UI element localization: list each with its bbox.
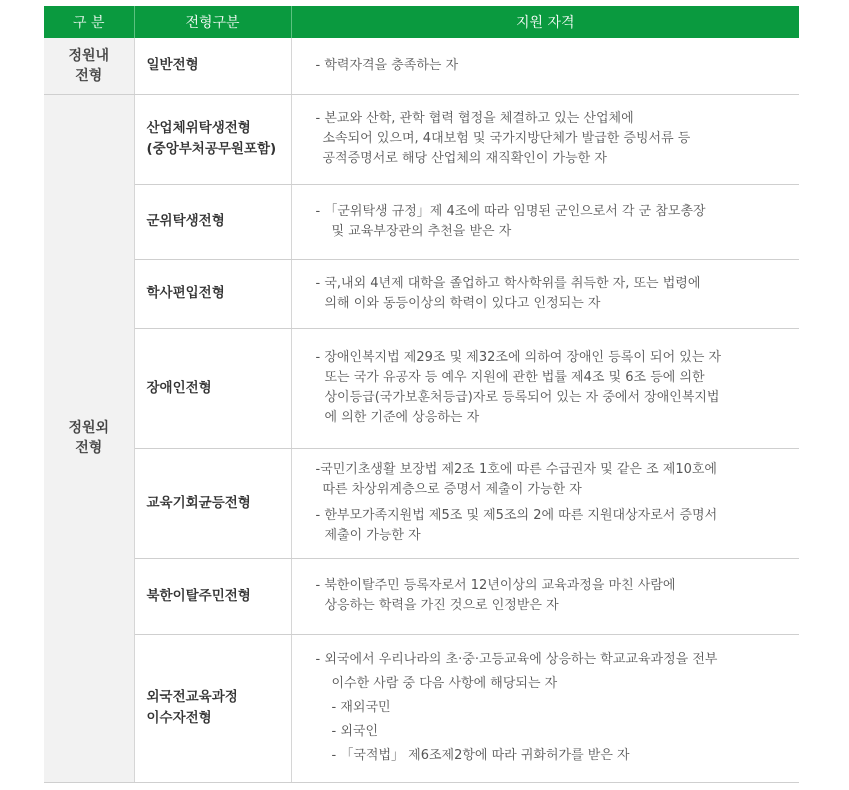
- type-label-line: 산업체위탁생전형: [146, 120, 251, 136]
- eligibility: [291, 448, 799, 558]
- admission-table-wrapper: [44, 6, 799, 783]
- eligibility-line: - 외국인: [331, 724, 378, 739]
- type-label-line: 이수자전형: [146, 710, 212, 726]
- eligibility: [291, 259, 799, 328]
- eligibility-line: 또는 국가 유공자 등 예우 지원에 관한 법률 제4조 및 6조 등에 의한: [324, 370, 705, 385]
- admission-type: [134, 94, 291, 184]
- eligibility-line: 에 의한 기준에 상응하는 자: [324, 410, 480, 425]
- eligibility-line: - 「군위탁생 규정」제 4조에 따라 임명된 군인으로서 각 군 참모총장: [315, 203, 706, 219]
- eligibility-line: - 본교와 산학, 관학 협력 협정을 체결하고 있는 산업체에: [315, 111, 634, 126]
- type-label-line: 장애인전형: [146, 379, 212, 396]
- eligibility-line: - 「국적법」 제6조제2항에 따라 귀화허가를 받은 자: [331, 748, 630, 763]
- type-label-line: 외국전교육과정: [146, 689, 238, 705]
- eligibility: [291, 634, 799, 782]
- eligibility: [291, 38, 799, 94]
- admission-type: [134, 259, 291, 328]
- eligibility-line: - 학력자격을 충족하는 자: [315, 57, 459, 73]
- eligibility: [291, 558, 799, 634]
- eligibility-line: 공적증명서로 해당 산업체의 재직확인이 가능한 자: [322, 151, 607, 166]
- eligibility-line: 이수한 사람 중 다음 사항에 해당되는 자: [331, 676, 558, 691]
- table-row: [44, 184, 799, 259]
- admission-type: [134, 634, 291, 782]
- admission-type: [134, 558, 291, 634]
- admission-type: [134, 184, 291, 259]
- header-eligibility: 지원 자격: [291, 6, 799, 38]
- eligibility-line: 따른 차상위계층으로 증명서 제출이 가능한 자: [322, 482, 582, 497]
- table-row: [44, 38, 799, 94]
- table-row: [44, 328, 799, 448]
- eligibility-line: - 장애인복지법 제29조 및 제32조에 의하여 장애인 등록이 되어 있는 자: [315, 350, 722, 365]
- eligibility-line: 상응하는 학력을 가진 것으로 인정받은 자: [324, 598, 559, 613]
- eligibility-line: - 재외국민: [331, 700, 391, 715]
- eligibility-line: - 국,내외 4년제 대학을 졸업하고 학사학위를 취득한 자, 또는 법령에: [315, 275, 701, 291]
- eligibility-line: - 한부모가족지원법 제5조 및 제5조의 2에 따른 지원대상자로서 증명서: [315, 508, 718, 523]
- table-row: [44, 558, 799, 634]
- group-label-line: 전형: [75, 67, 103, 84]
- eligibility-line: 및 교육부장관의 추천을 받은 자: [331, 223, 512, 239]
- header-category: 구 분: [44, 6, 134, 38]
- type-label-line: 학사편입전형: [146, 285, 225, 301]
- eligibility-line: 의해 이와 동등이상의 학력이 있다고 인정되는 자: [324, 295, 601, 311]
- group-inside-quota: [44, 38, 134, 94]
- admission-table: [44, 6, 799, 783]
- admission-type: [134, 328, 291, 448]
- table-header-row: [44, 6, 799, 38]
- admission-type: [134, 38, 291, 94]
- group-label-line: 전형: [75, 440, 103, 456]
- eligibility: [291, 328, 799, 448]
- type-label-line: 군위탁생전형: [146, 213, 225, 229]
- type-label-line: (중앙부처공무원포함): [146, 141, 277, 157]
- header-admission-type: 전형구분: [134, 6, 291, 38]
- type-label-line: 북한이탈주민전형: [146, 587, 251, 604]
- admission-type: [134, 448, 291, 558]
- table-row: [44, 634, 799, 782]
- table-row: [44, 448, 799, 558]
- eligibility-line: 소속되어 있으며, 4대보험 및 국가지방단체가 발급한 증빙서류 등: [322, 131, 691, 146]
- eligibility-line: - 외국에서 우리나라의 초·중·고등교육에 상응하는 학교교육과정을 전부: [315, 652, 718, 667]
- eligibility: [291, 94, 799, 184]
- type-label-line: 일반전형: [146, 57, 199, 74]
- group-outside-quota: [44, 94, 134, 782]
- eligibility-line: - 북한이탈주민 등록자로서 12년이상의 교육과정을 마친 사람에: [315, 578, 676, 593]
- eligibility-line: 제출이 가능한 자: [324, 528, 421, 543]
- group-label-line: 정원외: [68, 420, 110, 436]
- table-row: [44, 94, 799, 184]
- table-row: [44, 259, 799, 328]
- type-label-line: 교육기회균등전형: [146, 494, 251, 511]
- group-label-line: 정원내: [68, 47, 110, 64]
- eligibility-line: -국민기초생활 보장법 제2조 1호에 따른 수급권자 및 같은 조 제10호에: [315, 462, 717, 477]
- eligibility: [291, 184, 799, 259]
- eligibility-line: 상이등급(국가보훈처등급)자로 등록되어 있는 자 중에서 장애인복지법: [324, 390, 720, 405]
